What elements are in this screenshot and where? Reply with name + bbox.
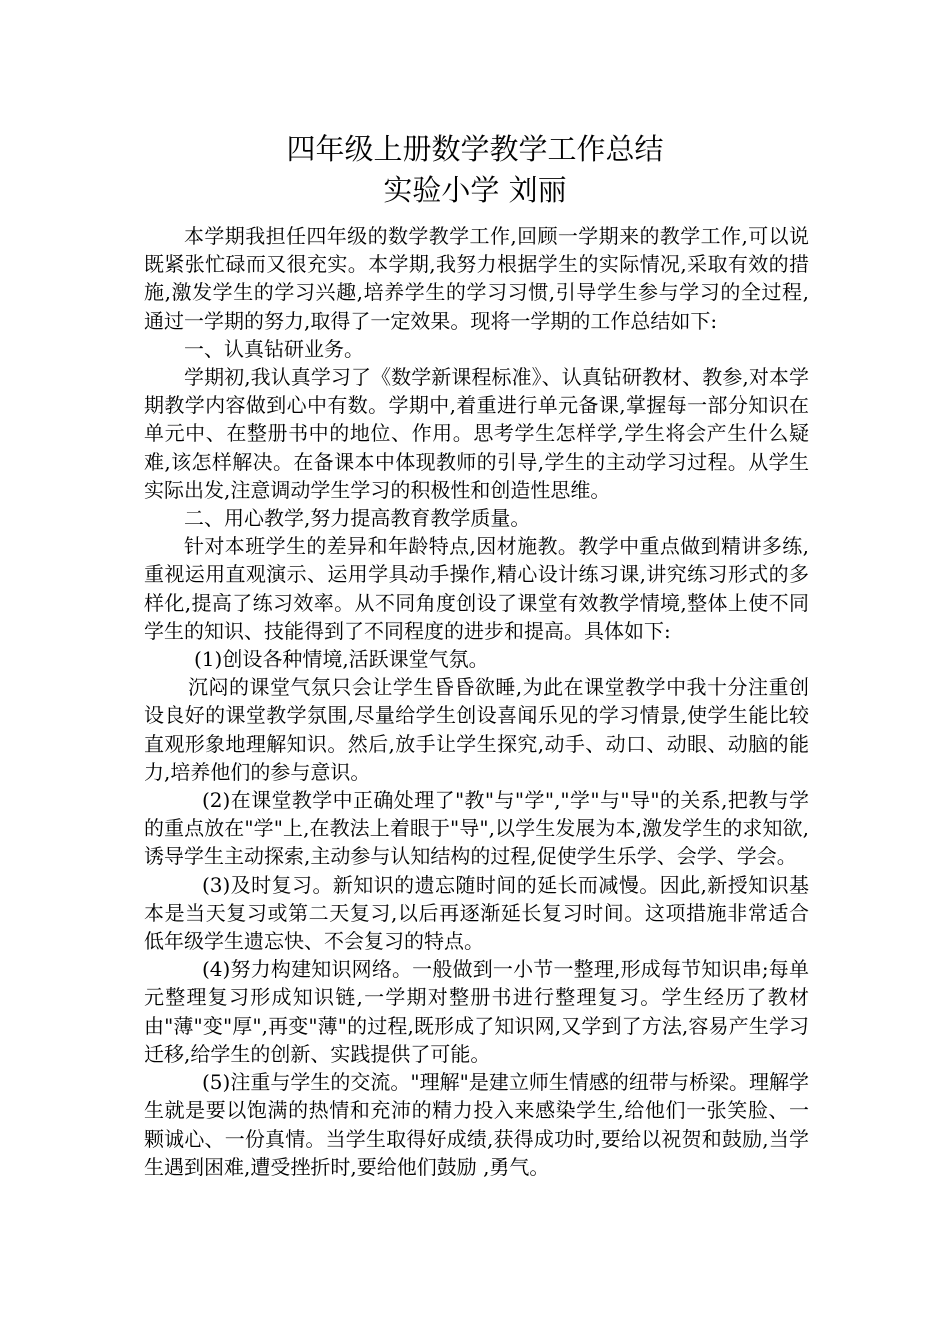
section-heading-1: 一、认真钻研业务。 bbox=[184, 336, 364, 361]
item-1-paragraph: 沉闷的课堂气氛只会让学生昏昏欲睡,为此在课堂教学中我十分注重创设良好的课堂教学氛围,尽量给学生创设喜闻乐见的学习情景,使学生能比较直观形象地理解知识。然后,放手让学生探究,动手、动口、动眼、动脑的能力,培养他们的参与意识。 bbox=[144, 675, 809, 784]
item-2-paragraph: (2)在课堂教学中正确处理了"教"与"学","学"与"导"的关系,把教与学的重点放在"学"上,在教法上着眼于"导",以学生发展为本,激发学生的求知欲,诱导学生主动探索,主动参与认知结构的过程,促使学生乐学、会学、学会。 bbox=[144, 788, 809, 869]
author-line: 实验小学 刘丽 bbox=[383, 173, 567, 207]
paragraph-preparation: 学期初,我认真学习了《数学新课程标准》、认真钻研教材、教参,对本学期教学内容做到心中有数。学期中,着重进行单元备课,掌握每一部分知识在单元中、在整册书中的地位、作用。思考学生怎样学,学生将会产生什么疑难,该怎样解决。在备课本中体现教师的引导,学生的主动学习过程。从学生实际出发,注意调动学生学习的积极性和创造性思维。 bbox=[144, 365, 809, 502]
item-4-paragraph: (4)努力构建知识网络。一般做到一小节一整理,形成每节知识串;每单元整理复习形成知识链,一学期对整册书进行整理复习。学生经历了教材由"薄"变"厚",再变"薄"的过程,既形成了知识网,又学到了方法,容易产生学习迁移,给学生的创新、实践提供了可能。 bbox=[144, 957, 809, 1066]
document-title: 四年级上册数学教学工作总结 bbox=[286, 132, 664, 166]
document-body bbox=[144, 222, 809, 1181]
item-1-heading: (1)创设各种情境,活跃课堂气氛。 bbox=[194, 647, 489, 672]
paragraph-teaching: 针对本班学生的差异和年龄特点,因材施教。教学中重点做到精讲多练,重视运用直观演示、运用学具动手操作,精心设计练习课,讲究练习形式的多样化,提高了练习效率。从不同角度创设了课堂有效教学情境,整体上使不同学生的知识、技能得到了不同程度的进步和提高。具体如下: bbox=[144, 534, 809, 643]
item-5-paragraph: (5)注重与学生的交流。"理解"是建立师生情感的纽带与桥梁。理解学生就是要以饱满的热情和充沛的精力投入来感染学生,给他们一张笑脸、一颗诚心、一份真情。当学生取得好成绩,获得成功时,要给以祝贺和鼓励,当学生遇到困难,遭受挫折时,要给他们鼓励 ,勇气。 bbox=[144, 1070, 809, 1179]
intro-paragraph: 本学期我担任四年级的数学教学工作,回顾一学期来的教学工作,可以说既紧张忙碌而又很充实。本学期,我努力根据学生的实际情况,采取有效的措施,激发学生的学习兴趣,培养学生的学习习惯,引导学生参与学习的全过程,通过一学期的努力,取得了一定效果。现将一学期的工作总结如下: bbox=[144, 224, 809, 333]
item-3-paragraph: (3)及时复习。新知识的遗忘随时间的延长而减慢。因此,新授知识基本是当天复习或第二天复习,以后再逐渐延长复习时间。这项措施非常适合低年级学生遗忘快、不会复习的特点。 bbox=[144, 872, 809, 954]
section-heading-2: 二、用心教学,努力提高教育教学质量。 bbox=[184, 506, 531, 531]
